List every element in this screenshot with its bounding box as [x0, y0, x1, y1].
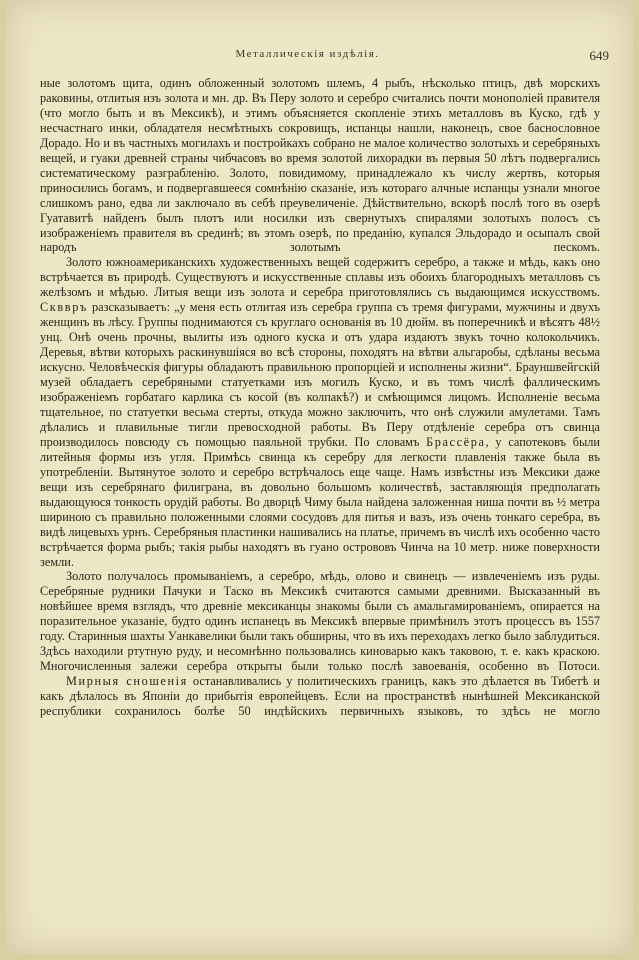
paragraph	[40, 674, 600, 719]
page-header	[66, 48, 609, 68]
text-run: Золото получалось промываніемъ, а серебро, мѣдь, олово и свинецъ — извлеченіемъ изъ руды. Серебряные рудники Пачуки и Таско въ Мексикѣ считаются самыми древними. Высказанный въ новѣйшее время взглядъ, что древніе мексиканцы знакомы были съ амальгамированіемъ, опирается на поразительное указаніе, будто одинъ испанецъ въ Мексикѣ впервые примѣнилъ этотъ процессъ въ 1557 году. Старинныя шахты Уанкавелики были такъ обширны, что въ ихъ переходахъ легко было заблудиться. Здѣсь находили ртутную руду, и несомнѣнно пользовались киноварью какъ таковою, т. е. какъ краскою. Многочисленныя залежи серебра открыты были только послѣ завоеванія, особенно въ Потоси.	[40, 569, 600, 674]
paragraph	[40, 76, 600, 255]
running-title: Металлическія издѣлія.	[235, 48, 380, 60]
spaced-name: Брассёра	[426, 434, 486, 449]
text-run: , у сапотековъ были литейныя формы изъ угля. Примѣсь свинца къ серебру для легкости плавленія также была въ употребленіи. Вытянутое золото и серебро встрѣчалось еще чаще. Намъ извѣстны изъ Мексики даже вещи изъ серебрянаго филиграна, въ довольно большомъ количествѣ, заставляющія предполагать выдающуюся тонкость орудій работы. Во дворцѣ Чиму была найдена заложенная ниша почти въ ½ метра шириною съ правильно положенными слоями сосудовъ для питья и вазъ, изъ очень тонкаго серебра, въ видѣ лицевыхъ урнъ. Серебряныя пластинки нашивались на платье, причемъ въ числѣ ихъ особенно часто встрѣчается форма рыбъ; такія рыбы находятъ въ гуано острововъ Чинча на 10 метр. ниже поверхности земли.	[40, 434, 600, 569]
book-page	[6, 0, 633, 954]
text-run: разсказываетъ: „у меня есть отлитая изъ серебра группа съ тремя фигурами, мужчины и двухъ женщинъ въ лѣсу. Группы поднимаются съ круглаго основанія въ 10 дюйм. въ поперечникѣ и вѣсятъ 48½ унц. Онѣ очень прочны, вылиты изъ одного куска и отъ удара издаютъ звукъ точно колокольчикъ. Деревья, вѣтви которыхъ раскинувшіяся во всѣ стороны, походятъ на вѣтви альгаробы, сдѣланы весьма искусно. Человѣческія фигуры обладаютъ правильною пропорціей и исполнены жизни“. Брауншвейгскій музей обладаетъ серебряными статуетками изъ могилъ Куско, и въ томъ числѣ фаллическимъ изображеніемъ горбатаго карлика съ косой (въ колпакѣ?) и смѣющимся лицомъ. Исполненіе весьма тщательное, по статуетки весьма стерты, откуда можно заключить, что онѣ служили амулетами. Тамъ дѣлались и плавильные тигли превосходной работы. Въ Перу отдѣленіе серебра отъ свинца производилось повсюду съ помощью паяльной трубки. По словамъ	[40, 300, 600, 449]
paragraph	[40, 255, 600, 569]
text-run: ные золотомъ щита, одинъ обложенный золотомъ шлемъ, 4 рыбъ, нѣсколько птицъ, двѣ морскихъ раковины, отлитыя изъ золота и мн. др. Въ Перу золото и серебро считались почти монополіей правителя (что могло быть и въ Мексикѣ), и этимъ объясняется скопленіе этихъ металловъ въ Куско, гдѣ у несчастнаго инки, обладателя несмѣтныхъ сокровищъ, испанцы нашли, наконецъ, свое баснословное Дорадо. Но и въ частныхъ могилахъ и постройкахъ собрано не малое количество золотыхъ и серебряныхъ вещей, и гуаки древней страны чибчасовъ во время золотой лихорадки въ первыя 50 лѣтъ подвергались систематическому разграбленію. Золото, повидимому, принадлежало къ числу жертвъ, которыя приносились богамъ, и подвергавшееся сомнѣнію сказаніе, изъ котораго алчные испанцы узнали многое слишкомъ рано, едва ли заключало въ себѣ преувеличеніе. Дѣйствительно, вскорѣ послѣ того въ озерѣ Гуатавитѣ найденъ былъ плотъ или носилки изъ свернутыхъ спиралями золотыхъ полосъ съ изображеніемъ правителя въ срединѣ; въ этомъ озерѣ, по преданію, купался Эльдорадо и осыпалъ свой народъ золотымъ пескомъ.	[40, 76, 600, 255]
paragraph	[40, 569, 600, 674]
text-run: Золото южноамериканскихъ художественныхъ вещей содержитъ серебро, а также и мѣдь, какъ оно встрѣчается въ природѣ. Существуютъ и искусственные сплавы изъ обоихъ благородныхъ металловъ съ желѣзомъ и мѣдью. Литыя вещи изъ золота и серебра приготовлялись съ выдающимся искусствомъ.	[40, 255, 600, 300]
page-number: 649	[589, 48, 609, 63]
text-run: останавливались у политическихъ границъ, какъ это дѣлается въ Тибетѣ и какъ дѣлалось въ Японіи до прибытія европейцевъ. Если на пространствѣ нынѣшней Мексиканской республики сохранилось болѣе 50 индѣйскихъ первичныхъ языковъ, то здѣсь не могло	[40, 674, 600, 719]
spaced-name: Скввръ	[40, 300, 88, 315]
body-text	[40, 76, 600, 719]
spaced-heading: Мирныя сношенія	[66, 674, 188, 689]
